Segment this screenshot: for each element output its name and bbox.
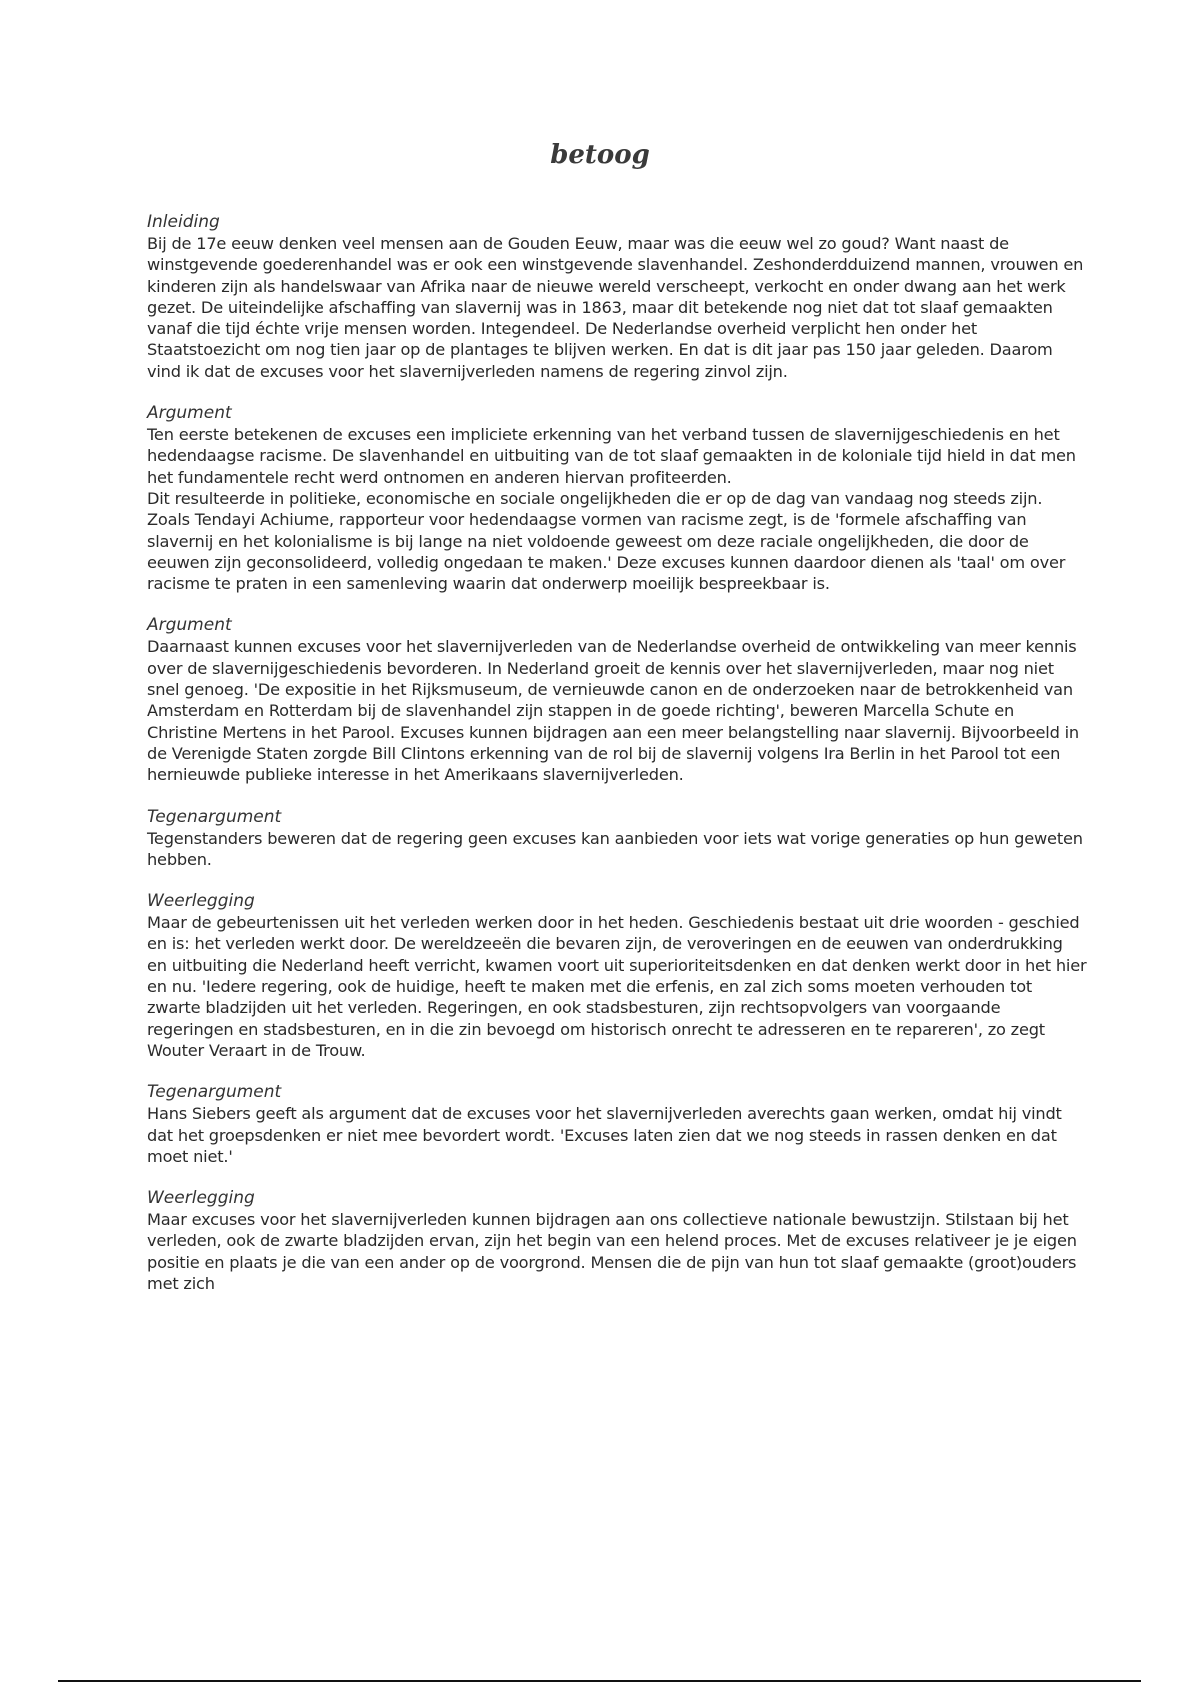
section-weerlegging-1 — [147, 891, 1087, 1061]
section-heading: Weerlegging — [147, 891, 255, 912]
section-argument-1 — [147, 403, 1087, 594]
document-body — [147, 212, 1087, 1315]
section-tegenargument-1 — [147, 807, 1087, 871]
section-heading: Tegenargument — [147, 806, 282, 827]
section-argument-2 — [147, 615, 1087, 785]
paragraph: Maar de gebeurtenissen uit het verleden werken door in het heden. Geschiedenis bestaat uit drie woorden - geschied en is: het verleden werkt door. De wereldzeeën die bevaren zijn, de veroveringen en de eeuwen van onderdrukking en uitbuiting die Nederland heeft verricht, kwamen voort uit superioriteitsdenken en dat denken werkt door in het hier en nu. 'Iedere regering, ook de huidige, heeft te maken met die erfenis, en zal zich soms moeten verhouden tot zwarte bladzijden uit het verleden. Regeringen, en ook stadsbesturen, zijn rechtsopvolgers van voorgaande regeringen en stadsbesturen, en in die zin bevoegd om historisch onrecht te adresseren en te repareren', zo zegt Wouter Veraart in de Trouw. — [147, 913, 1087, 1060]
section-heading: Weerlegging — [147, 1188, 255, 1209]
section-heading: Argument — [147, 403, 232, 424]
paragraph: Ten eerste betekenen de excuses een impliciete erkenning van het verband tussen de slavernijgeschiedenis en het hedendaagse racisme. De slavenhandel en uitbuiting van de tot slaaf gemaakten in de koloniale tijd hield in dat men het fundamentele recht werd ontnomen en anderen hiervan profiteerden. — [147, 425, 1076, 487]
section-heading: Inleiding — [147, 212, 220, 232]
paragraph: Maar excuses voor het slavernijverleden kunnen bijdragen aan ons collectieve nationale bewustzijn. Stilstaan bij het verleden, ook de zwarte bladzijden ervan, zijn het begin van een helend proces. Met de excuses relativeer je je eigen positie en plaats je die van een ander op de voorgrond. Mensen die de pijn van hun tot slaaf gemaakte (groot)ouders met zich — [147, 1210, 1077, 1293]
document-title: betoog — [550, 140, 650, 170]
section-heading: Tegenargument — [147, 1082, 282, 1103]
paragraph: Hans Siebers geeft als argument dat de excuses voor het slavernijverleden averechts gaan werken, omdat hij vindt dat het groepsdenken er niet mee bevordert wordt. 'Excuses laten zien dat we nog steeds in rassen denken en dat moet niet.' — [147, 1104, 1062, 1166]
section-tegenargument-2 — [147, 1082, 1087, 1167]
section-inleiding — [147, 212, 1087, 382]
paragraph: Bij de 17e eeuw denken veel mensen aan de Gouden Eeuw, maar was die eeuw wel zo goud? Want naast de winstgevende goederenhandel was er ook een winstgevende slavenhandel. Zeshonderdduizend mannen, vrouwen en kinderen zijn als handelswaar van Afrika naar de nieuwe wereld verscheept, verkocht en onder dwang aan het werk gezet. De uiteindelijke afschaffing van slavernij was in 1863, maar dit betekende nog niet dat tot slaaf gemaakten vanaf die tijd échte vrije mensen worden. Integendeel. De Nederlandse overheid verplicht hen onder het Staatstoezicht om nog tien jaar op de plantages te blijven werken. En dat is dit jaar pas 150 jaar geleden. Daarom vind ik dat de excuses voor het slavernijverleden namens de regering zinvol zijn. — [147, 234, 1084, 381]
paragraph: Tegenstanders beweren dat de regering geen excuses kan aanbieden voor iets wat vorige generaties op hun geweten hebben. — [147, 828, 1083, 869]
footer-divider — [58, 1680, 1141, 1682]
section-heading: Argument — [147, 615, 232, 636]
paragraph: Dit resulteerde in politieke, economische en sociale ongelijkheden die er op de dag van vandaag nog steeds zijn. Zoals Tendayi Achiume, rapporteur voor hedendaagse vormen van racisme zegt, is de 'formele afschaffing van slavernij en het kolonialisme is bij lange na niet voldoende geweest om deze raciale ongelijkheden, die door de eeuwen zijn geconsolideerd, volledig ongedaan te maken.' Deze excuses kunnen daardoor dienen als 'taal' om over racisme te praten in een samenleving waarin dat onderwerp moeilijk bespreekbaar is. — [147, 488, 1066, 594]
section-weerlegging-2 — [147, 1188, 1087, 1294]
paragraph: Daarnaast kunnen excuses voor het slavernijverleden van de Nederlandse overheid de ontwikkeling van meer kennis over de slavernijgeschiedenis bevorderen. In Nederland groeit de kennis over het slavernijverleden, maar nog niet snel genoeg. 'De expositie in het Rijksmuseum, de vernieuwde canon en de onderzoeken naar de betrokkenheid van Amsterdam en Rotterdam bij de slavenhandel zijn stappen in de goede richting', beweren Marcella Schute en Christine Mertens in het Parool. Excuses kunnen bijdragen aan een meer belangstelling naar slavernij. Bijvoorbeeld in de Verenigde Staten zorgde Bill Clintons erkenning van de rol bij de slavernij volgens Ira Berlin in het Parool tot een hernieuwde publieke interesse in het Amerikaans slavernijverleden. — [147, 637, 1079, 785]
